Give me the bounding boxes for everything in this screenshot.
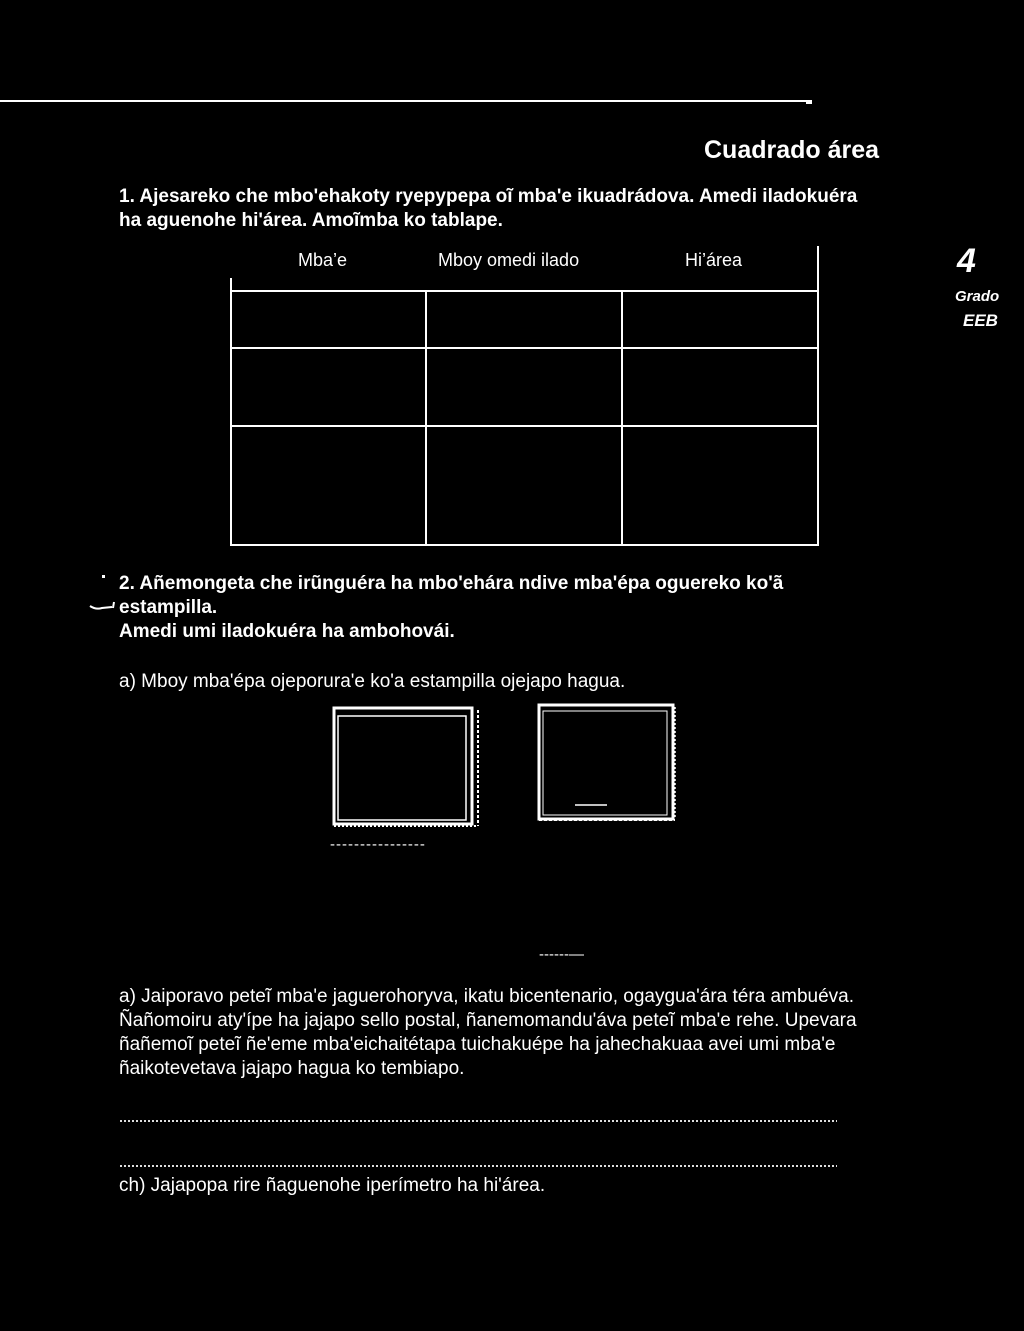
question-2-line-3: Amedi umi iladokuéra ha ambohovái.	[119, 621, 455, 642]
question-1-text: 1. Ajesareko che mbo'ehakoty ryepypepa oĩ mba'e ikuadrádova. Amedi iladokuéra ha aguenohe hi'área. Amoĩmba ko tablape.	[119, 186, 858, 231]
top-rule	[0, 100, 812, 102]
grade-number: 4	[957, 242, 976, 280]
table-header-object: Mba’e	[298, 250, 348, 270]
table-border-bottom	[230, 544, 819, 546]
table-header-side-measure: Mboy omedi ilado	[438, 250, 580, 270]
table-row-divider	[230, 347, 819, 349]
table-row-divider	[230, 425, 819, 427]
table-header-area: Hi’área	[685, 250, 743, 270]
page-title: Cuadrado área	[704, 136, 880, 164]
question-2-line-1: 2. Añemongeta che irũnguéra ha mbo'ehára ndive mba'épa oguereko ko'ã	[119, 573, 784, 594]
answer-dotted-line	[119, 1120, 837, 1122]
stamp-image-1	[332, 706, 482, 828]
dashed-mark: ------—	[539, 946, 584, 963]
area-table	[230, 246, 819, 546]
dashed-line: ----------------	[330, 836, 426, 853]
question-3ch-text: ch) Jajapopa rire ñaguenohe iperímetro ha hi'área.	[119, 1175, 546, 1196]
question-2-line-2: estampilla.	[119, 597, 218, 618]
question-2a-text: a) Mboy mba'épa ojeporura'e ko'a estampilla ojejapo hagua.	[119, 671, 626, 692]
table-column-divider	[425, 290, 427, 546]
top-rule-tick	[806, 101, 812, 104]
question-3a-text: a) Jaiporavo peteĩ mba'e jaguerohoryva, ikatu bicentenario, ogaygua'ára téra ambuéva. Ñañomoiru aty'ípe ha jajapo sello postal, ñanemomandu'áva peteĩ mba'e rehe. Upevara ñañemoĩ peteĩ ñe'eme mba'eichaitétapa tuichakuépe ha jahechakuaa avei umi mba'e ñaikotevetava jajapo hagua ko tembiapo.	[119, 986, 857, 1079]
table-header-divider	[230, 290, 819, 292]
margin-scribble	[88, 598, 118, 614]
stamp-image-2	[537, 703, 679, 823]
question-2-text	[119, 572, 919, 644]
grade-level: EEB	[963, 311, 998, 330]
table-border-left	[230, 278, 232, 546]
answer-dotted-line	[119, 1165, 837, 1167]
margin-dot	[102, 575, 105, 578]
table-column-divider	[621, 290, 623, 546]
grade-label: Grado	[955, 288, 1000, 305]
